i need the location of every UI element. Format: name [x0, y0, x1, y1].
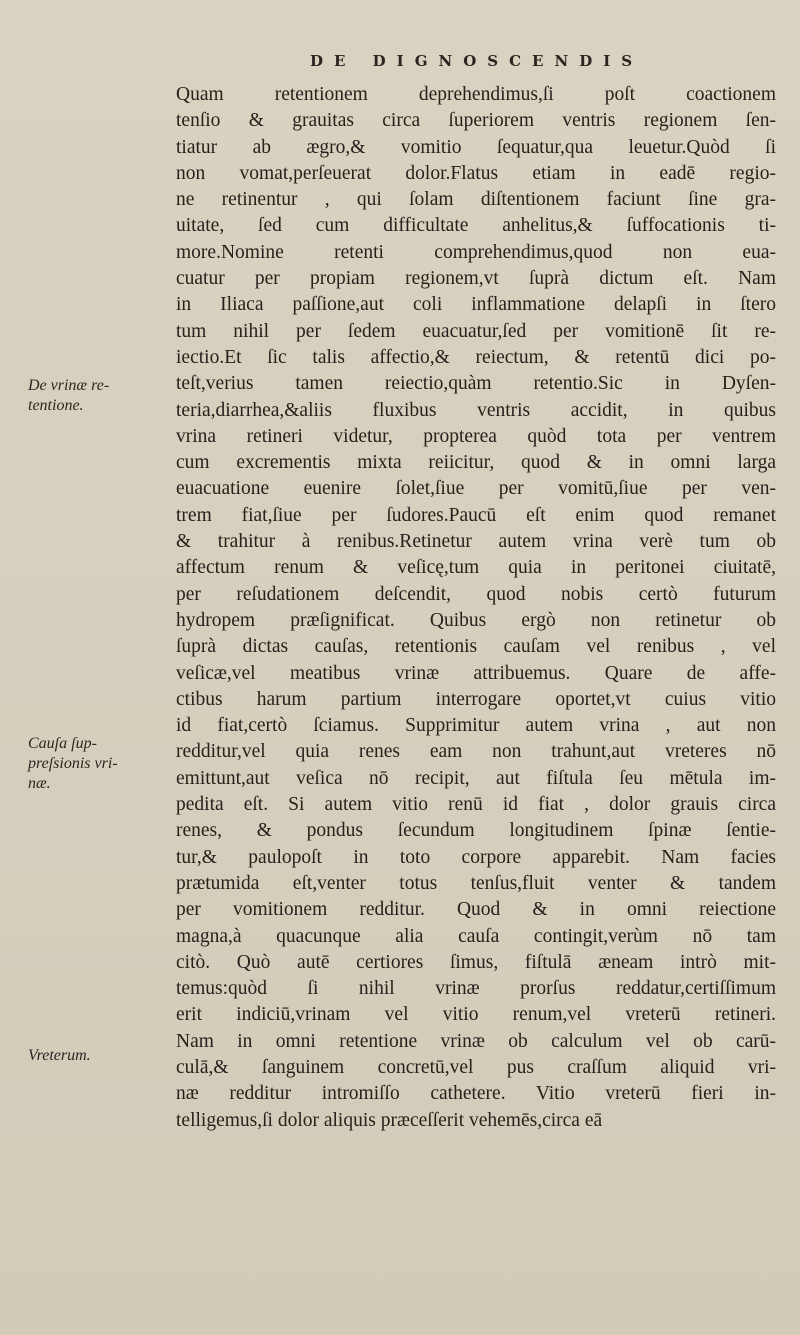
text-line: id fiat,certò ſciamus. Supprimitur autem vrina , aut non	[176, 715, 776, 737]
text-line: tur,& paulopoſt in toto corpore apparebit. Nam facies	[176, 846, 776, 868]
text-line: per reſudationem deſcendit, quod nobis certò futurum	[176, 583, 776, 605]
margin-note-line: næ.	[28, 775, 51, 792]
text-line: citò. Quò autē certiores ſimus, fiſtulā æneam intrò mit-	[176, 951, 776, 973]
margin-note-de-vrinae-retentione	[28, 376, 128, 416]
text-line: trem fiat,ſiue per ſudores.Paucū eſt enim quod remanet	[176, 504, 776, 526]
text-line: in Iliaca paſſione,aut coli inflammatione delapſi in ſtero	[176, 294, 776, 316]
text-line: non vomat,perſeuerat dolor.Flatus etiam in eadē regio-	[176, 162, 776, 184]
text-line: cum excrementis mixta reiicitur, quod & in omni larga	[176, 452, 776, 474]
text-line: næ redditur intromiſſo cathetere. Vitio vreterū fieri in-	[176, 1083, 776, 1105]
text-line: redditur,vel quia renes eam non trahunt,aut vreteres nō	[176, 741, 776, 763]
text-line: ctibus harum partium interrogare oportet,vt cuius vitio	[176, 688, 776, 710]
text-line: cuatur per propiam regionem,vt ſuprà dictum eſt. Nam	[176, 268, 776, 290]
text-line: tiatur ab ægro,& vomitio ſequatur,qua leuetur.Quòd ſi	[176, 136, 776, 158]
text-line: ne retinentur , qui ſolam diſtentionem faciunt ſine gra-	[176, 189, 776, 211]
text-line: teria,diarrhea,&aliis fluxibus ventris accidit, in quibus	[176, 399, 776, 421]
text-line: Quam retentionem deprehendimus,ſi poſt coactionem	[176, 84, 776, 105]
text-line: per vomitionem redditur. Quod & in omni reiectione	[176, 899, 776, 921]
margin-note-causa-suppressionis	[28, 734, 128, 794]
margin-note-vreterum	[28, 1046, 128, 1066]
text-line: veſicæ,vel meatibus vrinæ attribuemus. Quare de affe-	[176, 662, 776, 684]
text-line: vrina retineri videtur, propterea quòd tota per ventrem	[176, 425, 776, 447]
text-line: tenſio & grauitas circa ſuperiorem ventris regionem ſen-	[176, 110, 776, 132]
text-line: pedita eſt. Si autem vitio renū id fiat , dolor grauis circa	[176, 794, 776, 816]
text-line: emittunt,aut veſica nō recipit, aut fiſtula ſeu mētula im-	[176, 767, 776, 789]
text-line: & trahitur à renibus.Retinetur autem vrina verè tum ob	[176, 531, 776, 553]
text-line: prætumida eſt,venter totus tenſus,fluit venter & tandem	[176, 872, 776, 894]
text-line: teſt,verius tamen reiectio,quàm retentio.Sic in Dyſen-	[176, 373, 776, 395]
running-head: DE DIGNOSCENDIS	[310, 52, 644, 70]
text-line: culā,& ſanguinem concretū,vel pus craſſum aliquid vri-	[176, 1056, 776, 1078]
text-line: renes, & pondus ſecundum longitudinem ſpinæ ſentie-	[176, 820, 776, 842]
margin-note-line: Cauſa ſup-	[28, 735, 97, 752]
margin-note-line: tentione.	[28, 397, 84, 414]
margin-note-line: De vrinæ re-	[28, 377, 110, 394]
text-line: Nam in omni retentione vrinæ ob calculum vel ob carū-	[176, 1030, 776, 1052]
text-line: affectum renum & veſicę,tum quia in peritonei ciuitatē,	[176, 557, 776, 579]
text-line: uitate, ſed cum difficultate anhelitus,& ſuffocationis ti-	[176, 215, 776, 237]
text-line: telligemus,ſi dolor aliquis præceſſerit vehemēs,circa eā	[176, 1109, 603, 1131]
text-line: temus:quòd ſi nihil vrinæ prorſus reddatur,certiſſimum	[176, 978, 776, 1000]
text-line: ſuprà dictas cauſas, retentionis cauſam vel renibus , vel	[176, 636, 776, 658]
margin-note-line: Vreterum.	[28, 1047, 91, 1064]
text-line: erit indiciū,vrinam vel vitio renum,vel vreterū retineri.	[176, 1004, 776, 1026]
text-line: magna,à quacunque alia cauſa contingit,verùm nō tam	[176, 925, 776, 947]
text-line: more.Nomine retenti comprehendimus,quod non eua-	[176, 241, 776, 263]
text-line: iectio.Et ſic talis affectio,& reiectum, & retentū dici po-	[176, 346, 776, 368]
body-text	[176, 82, 776, 1134]
text-line: hydropem præſignificat. Quibus ergò non retinetur ob	[176, 609, 776, 631]
text-line: tum nihil per ſedem euacuatur,ſed per vomitionē ſit re-	[176, 320, 776, 342]
margin-note-line: preſsionis vri-	[28, 755, 118, 772]
text-line: euacuatione euenire ſolet,ſiue per vomitū,ſiue per ven-	[176, 478, 776, 500]
